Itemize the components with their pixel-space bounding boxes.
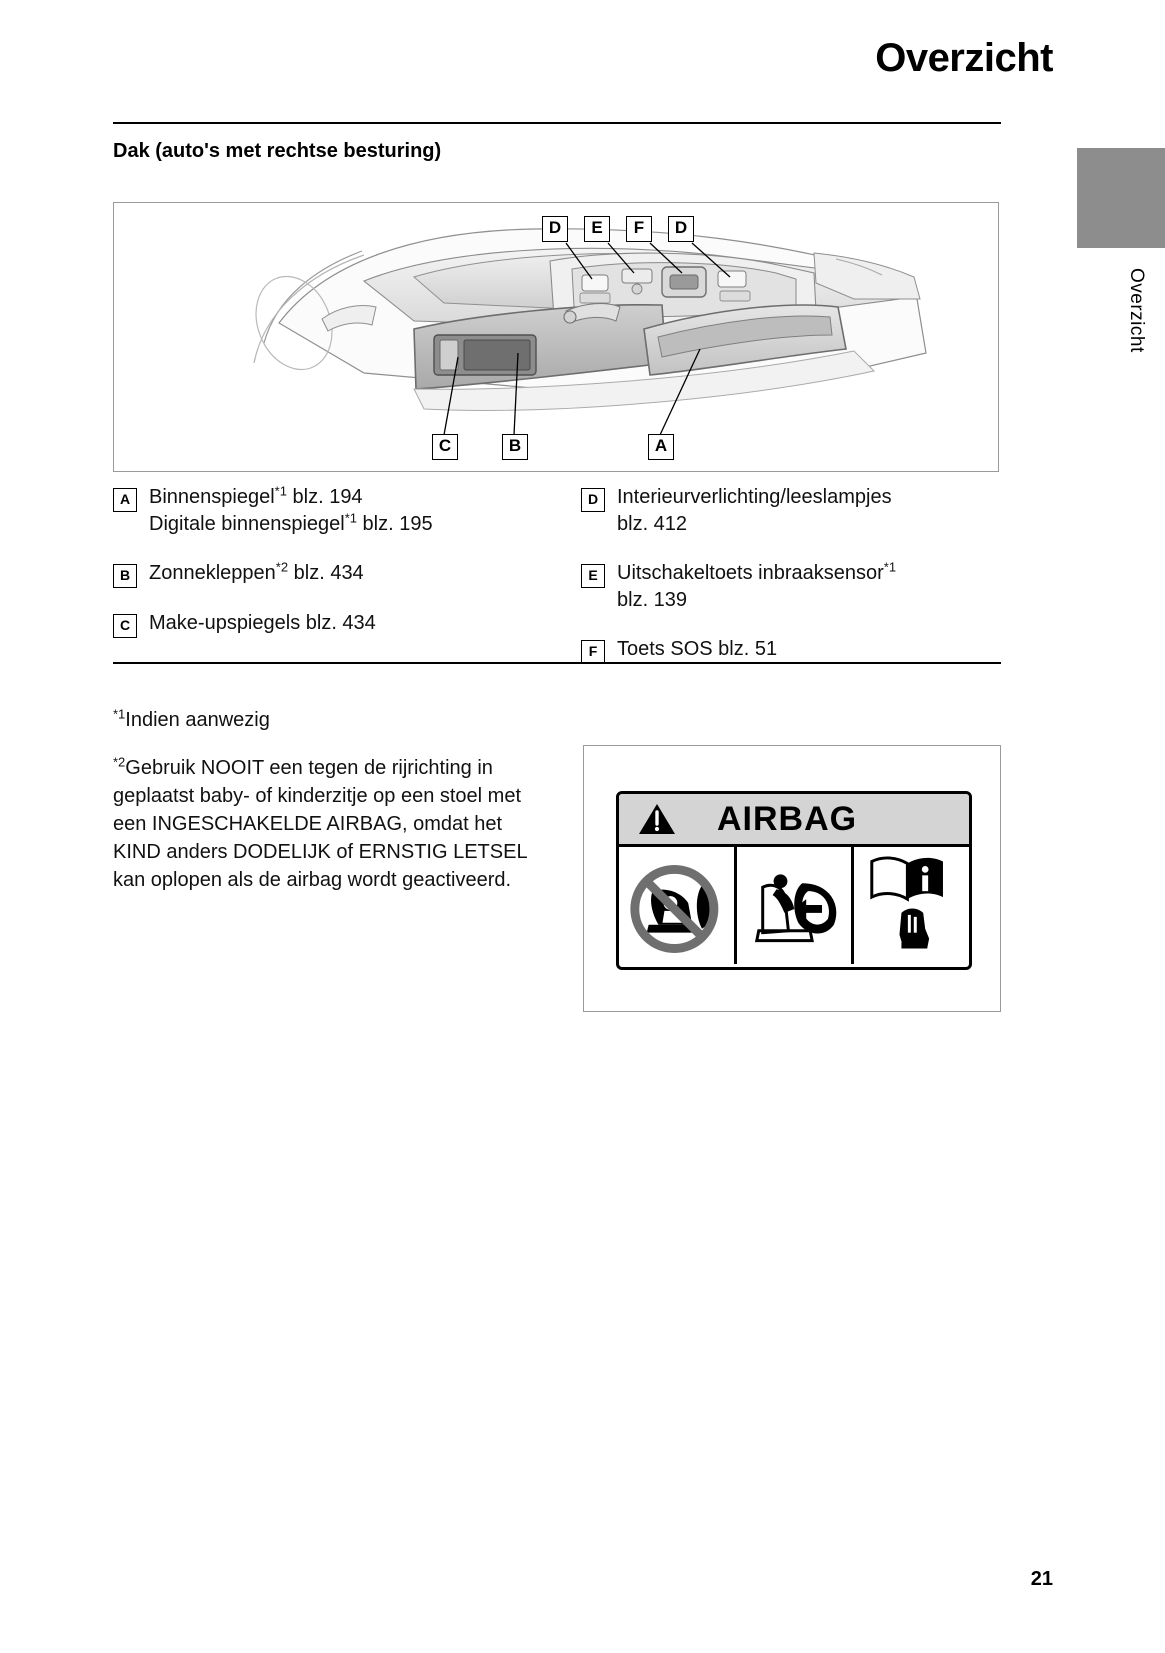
legend-item-b xyxy=(113,560,533,588)
legend-line: blz. 139 xyxy=(617,589,688,611)
legend-line: Uitschakeltoets inbraaksensor xyxy=(617,562,884,584)
legend-text-c xyxy=(149,610,376,637)
legend-line: blz. 412 xyxy=(617,513,688,535)
legend-text-b xyxy=(149,560,364,587)
legend-key-c: C xyxy=(113,614,137,638)
callout-e: E xyxy=(584,216,610,242)
legend-line: Interieurverlichting/leeslampjes xyxy=(617,486,892,508)
footnote-2 xyxy=(113,754,533,894)
legend-line: Make-upspiegels blz. 434 xyxy=(149,612,376,634)
airbag-pictogram-panels xyxy=(619,847,969,964)
airbag-deployment-icon xyxy=(737,847,852,964)
legend-key-a: A xyxy=(113,488,137,512)
legend-key-e: E xyxy=(581,564,605,588)
legend-item-c xyxy=(113,610,533,638)
section-subtitle: Dak (auto's met rechtse besturing) xyxy=(113,140,442,162)
callout-c: C xyxy=(432,434,458,460)
callout-b: B xyxy=(502,434,528,460)
panel-no-rear-facing-child-seat xyxy=(619,847,737,964)
warning-triangle-icon xyxy=(637,802,677,836)
callout-d-right: D xyxy=(668,216,694,242)
legend-text-d xyxy=(617,484,892,538)
footnote-mark: *2 xyxy=(113,754,126,770)
callout-a: A xyxy=(648,434,674,460)
footnote-ref: *1 xyxy=(274,483,287,499)
legend-key-b: B xyxy=(113,564,137,588)
panel-airbag-deployment xyxy=(737,847,855,964)
legend-line-tail: blz. 194 xyxy=(286,486,363,508)
footnote-text: Indien aanwezig xyxy=(125,709,270,731)
legend-divider xyxy=(113,662,1001,664)
roof-overview-figure xyxy=(113,202,999,472)
legend-item-f xyxy=(581,636,1001,664)
legend-line: Toets SOS blz. 51 xyxy=(617,638,778,660)
airbag-word: AIRBAG xyxy=(717,799,858,838)
legend-item-e xyxy=(581,560,1001,614)
chapter-tab-marker xyxy=(1077,148,1165,248)
footnote-mark: *1 xyxy=(113,706,126,722)
legend-line: Digitale binnenspiegel xyxy=(149,513,345,535)
legend-key-f: F xyxy=(581,640,605,664)
manual-and-warning-icon xyxy=(854,847,969,964)
legend-item-d xyxy=(581,484,1001,538)
footnote-ref: *2 xyxy=(275,559,289,575)
legend-item-a xyxy=(113,484,533,538)
legend-line: Binnenspiegel xyxy=(149,486,275,508)
footnote-text: Gebruik NOOIT een tegen de rijrichting in geplaatst baby- of kinderzitje op een stoel met een INGESCHAKELDE AIRBAG, omdat het KIND anders DODELIJK of ERNSTIG LETSEL kan oplopen als de airbag wordt geactiveerd. xyxy=(113,757,527,891)
title-divider xyxy=(113,122,1001,124)
airbag-label-figure xyxy=(583,745,1001,1012)
callout-d-left: D xyxy=(542,216,568,242)
legend-text-e xyxy=(617,560,896,614)
legend-column-right xyxy=(581,484,1001,686)
page-title: Overzicht xyxy=(875,36,1053,80)
legend-key-d: D xyxy=(581,488,605,512)
roof-illustration xyxy=(114,203,998,471)
page-number: 21 xyxy=(1030,1568,1053,1590)
airbag-warning-label xyxy=(616,791,972,970)
airbag-label-header xyxy=(619,794,969,847)
no-rear-facing-child-seat-icon xyxy=(619,847,734,964)
legend-line-tail: blz. 195 xyxy=(357,513,433,535)
legend xyxy=(113,483,1001,660)
footnote-ref: *1 xyxy=(883,559,897,575)
legend-line: Zonnekleppen xyxy=(149,562,276,584)
footnote-1 xyxy=(113,706,533,734)
chapter-tab-label: Overzicht xyxy=(1126,268,1147,353)
legend-text-f xyxy=(617,636,777,663)
legend-column-left xyxy=(113,484,533,660)
legend-text-a xyxy=(149,484,433,538)
footnotes xyxy=(113,706,533,914)
footnote-ref: *1 xyxy=(344,510,357,526)
panel-manual-and-warning xyxy=(854,847,969,964)
callout-f: F xyxy=(626,216,652,242)
legend-line-tail: blz. 434 xyxy=(288,562,364,584)
